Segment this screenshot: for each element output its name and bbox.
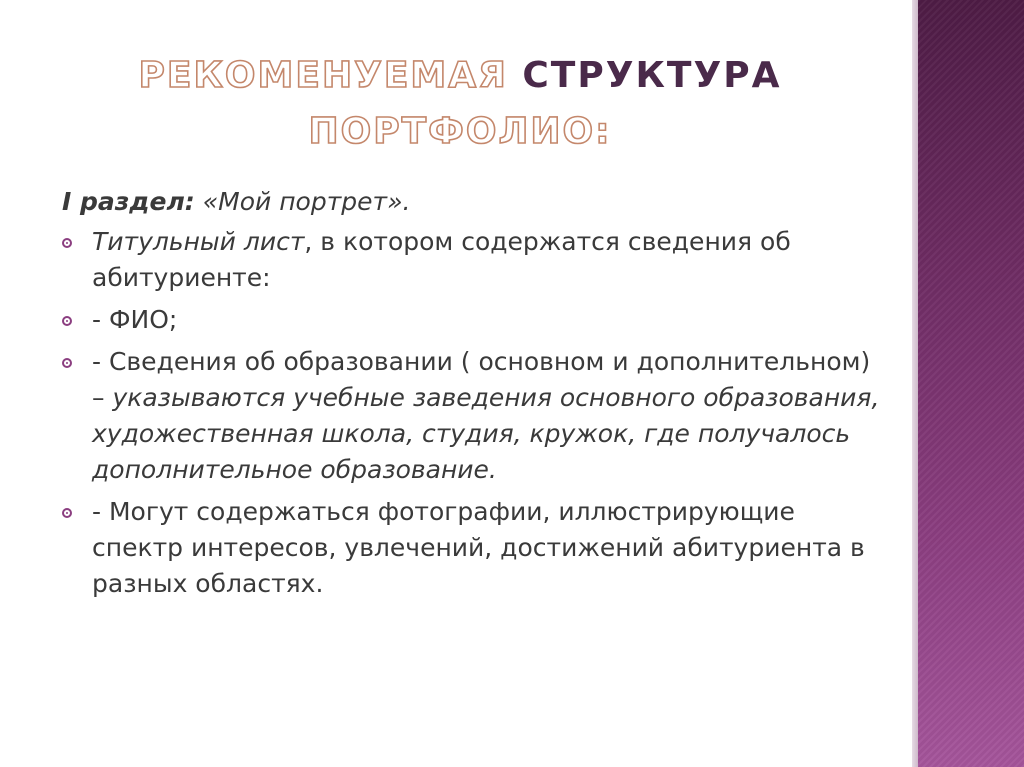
- bullet-text: - ФИО;: [92, 305, 178, 334]
- bullet-italic-text: Титульный лист: [92, 227, 305, 256]
- slide-content: [62, 184, 882, 608]
- section-heading-rest: «Мой портрет».: [194, 187, 411, 216]
- bullet-text: - Могут содержаться фотографии, иллюстрирующие спектр интересов, увлечений, достижений абитуриента в разных областях.: [92, 497, 865, 598]
- section-heading: [62, 184, 882, 220]
- circle-dot-icon: [62, 358, 72, 368]
- title-word-3: ПОРТФОЛИО:: [308, 111, 612, 152]
- bullet-text: - Сведения об образовании ( основном и дополнительном) –: [92, 347, 871, 412]
- title-word-1: РЕКОМЕНУЕМАЯ: [138, 55, 508, 96]
- bullet-text: , в котором содержатся сведения об абитуриенте:: [92, 227, 791, 292]
- title-word-2: СТРУКТУРА: [522, 55, 782, 96]
- bullet-italic-text: указываются учебные заведения основного образования, художественная школа, студия, кружок, где получалось дополнительное образование.: [92, 383, 880, 484]
- slide-title: [120, 48, 800, 160]
- bullet-list: [62, 224, 882, 602]
- list-item: [62, 494, 882, 602]
- circle-dot-icon: [62, 508, 72, 518]
- list-item: [62, 224, 882, 296]
- circle-dot-icon: [62, 316, 72, 326]
- list-item: [62, 344, 882, 488]
- circle-dot-icon: [62, 238, 72, 248]
- list-item: [62, 302, 882, 338]
- decorative-side-band: [918, 0, 1024, 767]
- section-heading-bold: I раздел:: [62, 187, 195, 216]
